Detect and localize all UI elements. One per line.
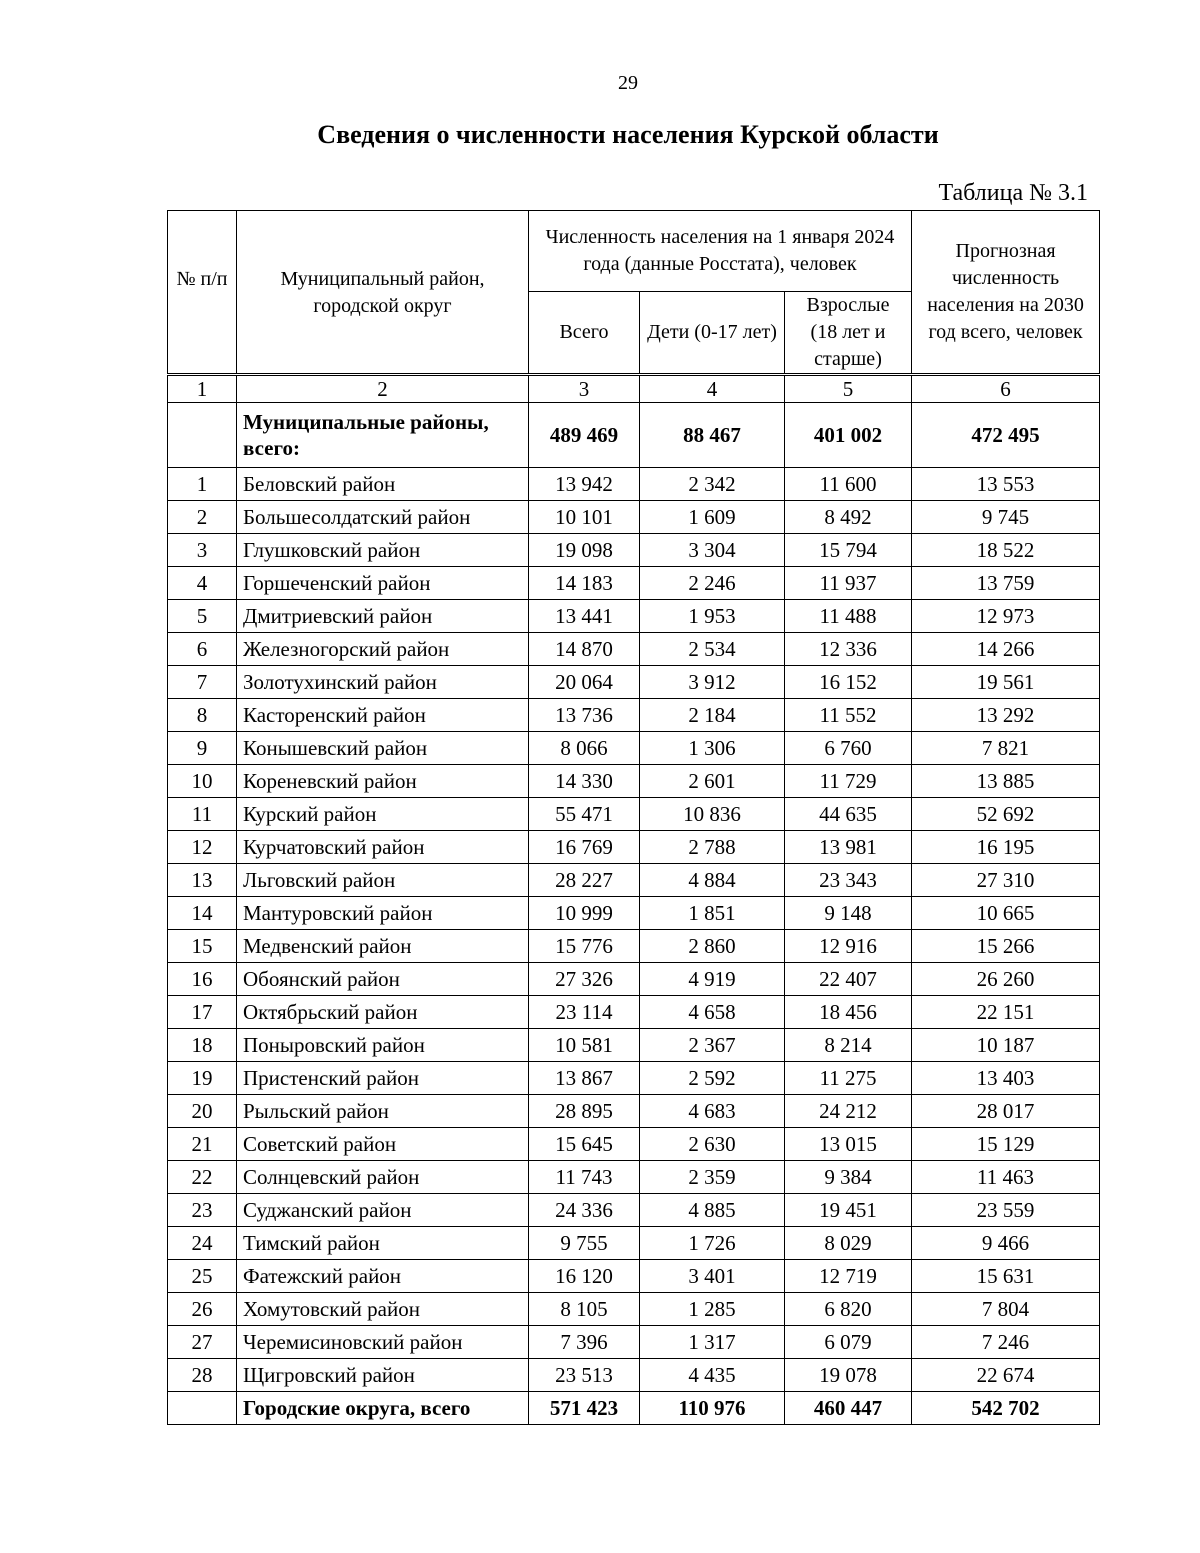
header-district: Муниципальный район, городской округ (237, 211, 529, 375)
population-adults: 11 600 (785, 468, 912, 501)
population-adults: 8 029 (785, 1227, 912, 1260)
population-children: 4 658 (640, 996, 785, 1029)
table-row (168, 468, 1100, 501)
population-children: 2 342 (640, 468, 785, 501)
district-name: Хомутовский район (237, 1293, 529, 1326)
header-adults: Взрослые (18 лет и старше) (785, 292, 912, 375)
population-total: 16 769 (529, 831, 640, 864)
population-total: 16 120 (529, 1260, 640, 1293)
table-row (168, 1260, 1100, 1293)
city-total-adults: 460 447 (785, 1392, 912, 1425)
district-name: Рыльский район (237, 1095, 529, 1128)
header-number: № п/п (168, 211, 237, 375)
population-forecast: 13 759 (912, 567, 1100, 600)
population-children: 3 912 (640, 666, 785, 699)
population-adults: 23 343 (785, 864, 912, 897)
row-number: 21 (168, 1128, 237, 1161)
population-adults: 12 719 (785, 1260, 912, 1293)
table-row (168, 1095, 1100, 1128)
population-forecast: 9 745 (912, 501, 1100, 534)
city-total-forecast: 542 702 (912, 1392, 1100, 1425)
population-children: 2 592 (640, 1062, 785, 1095)
population-forecast: 27 310 (912, 864, 1100, 897)
population-total: 28 895 (529, 1095, 640, 1128)
population-children: 4 919 (640, 963, 785, 996)
population-adults: 9 384 (785, 1161, 912, 1194)
table-row (168, 963, 1100, 996)
table-row (168, 831, 1100, 864)
population-total: 10 581 (529, 1029, 640, 1062)
row-number: 7 (168, 666, 237, 699)
column-numbers-row (168, 375, 1100, 403)
population-forecast: 22 674 (912, 1359, 1100, 1392)
population-children: 4 683 (640, 1095, 785, 1128)
city-total-all: 571 423 (529, 1392, 640, 1425)
row-number: 8 (168, 699, 237, 732)
population-total: 23 513 (529, 1359, 640, 1392)
population-adults: 44 635 (785, 798, 912, 831)
row-number: 6 (168, 633, 237, 666)
district-name: Суджанский район (237, 1194, 529, 1227)
header-children: Дети (0-17 лет) (640, 292, 785, 375)
table-row (168, 567, 1100, 600)
population-total: 11 743 (529, 1161, 640, 1194)
population-total: 14 183 (529, 567, 640, 600)
population-total: 13 942 (529, 468, 640, 501)
row-number: 15 (168, 930, 237, 963)
district-name: Обоянский район (237, 963, 529, 996)
population-total: 10 999 (529, 897, 640, 930)
population-children: 1 609 (640, 501, 785, 534)
row-number: 28 (168, 1359, 237, 1392)
row-number: 12 (168, 831, 237, 864)
population-total: 13 736 (529, 699, 640, 732)
table-row (168, 1194, 1100, 1227)
row-number: 1 (168, 468, 237, 501)
row-number: 19 (168, 1062, 237, 1095)
municipal-total-adults: 401 002 (785, 403, 912, 468)
population-forecast: 13 553 (912, 468, 1100, 501)
population-children: 3 401 (640, 1260, 785, 1293)
population-children: 2 246 (640, 567, 785, 600)
population-forecast: 23 559 (912, 1194, 1100, 1227)
row-number: 25 (168, 1260, 237, 1293)
table-row (168, 765, 1100, 798)
population-forecast: 7 821 (912, 732, 1100, 765)
table-row (168, 930, 1100, 963)
population-children: 1 317 (640, 1326, 785, 1359)
population-forecast: 28 017 (912, 1095, 1100, 1128)
population-total: 55 471 (529, 798, 640, 831)
population-forecast: 11 463 (912, 1161, 1100, 1194)
population-forecast: 14 266 (912, 633, 1100, 666)
row-number: 14 (168, 897, 237, 930)
district-name: Фатежский район (237, 1260, 529, 1293)
population-total: 14 870 (529, 633, 640, 666)
population-children: 2 367 (640, 1029, 785, 1062)
table-row (168, 732, 1100, 765)
district-name: Курчатовский район (237, 831, 529, 864)
municipal-total-label: Муниципальные районы, всего: (237, 403, 529, 468)
table-row (168, 1062, 1100, 1095)
population-forecast: 15 631 (912, 1260, 1100, 1293)
population-total: 13 441 (529, 600, 640, 633)
city-total-label: Городские округа, всего (237, 1392, 529, 1425)
population-total: 28 227 (529, 864, 640, 897)
district-name: Железногорский район (237, 633, 529, 666)
row-number: 26 (168, 1293, 237, 1326)
table-row (168, 1227, 1100, 1260)
population-forecast: 12 973 (912, 600, 1100, 633)
population-adults: 9 148 (785, 897, 912, 930)
row-number: 9 (168, 732, 237, 765)
population-children: 2 788 (640, 831, 785, 864)
row-number: 18 (168, 1029, 237, 1062)
municipal-total-all: 489 469 (529, 403, 640, 468)
population-adults: 11 729 (785, 765, 912, 798)
population-forecast: 26 260 (912, 963, 1100, 996)
document-title: Сведения о численности населения Курской области (317, 120, 939, 149)
row-number: 20 (168, 1095, 237, 1128)
district-name: Большесолдатский район (237, 501, 529, 534)
district-name: Мантуровский район (237, 897, 529, 930)
table-row (168, 1029, 1100, 1062)
column-number: 1 (168, 375, 237, 403)
population-forecast: 52 692 (912, 798, 1100, 831)
population-adults: 19 451 (785, 1194, 912, 1227)
row-number: 4 (168, 567, 237, 600)
district-name: Дмитриевский район (237, 600, 529, 633)
district-name: Горшеченский район (237, 567, 529, 600)
population-total: 13 867 (529, 1062, 640, 1095)
city-total-row (168, 1392, 1100, 1425)
population-adults: 12 916 (785, 930, 912, 963)
population-children: 1 285 (640, 1293, 785, 1326)
district-name: Медвенский район (237, 930, 529, 963)
city-total-children: 110 976 (640, 1392, 785, 1425)
population-adults: 13 015 (785, 1128, 912, 1161)
population-adults: 24 212 (785, 1095, 912, 1128)
table-row (168, 798, 1100, 831)
table-row (168, 534, 1100, 567)
population-adults: 6 079 (785, 1326, 912, 1359)
row-number: 23 (168, 1194, 237, 1227)
row-number (168, 403, 237, 468)
population-forecast: 15 266 (912, 930, 1100, 963)
population-adults: 15 794 (785, 534, 912, 567)
header-total: Всего (529, 292, 640, 375)
population-total: 9 755 (529, 1227, 640, 1260)
column-number: 3 (529, 375, 640, 403)
population-forecast: 13 403 (912, 1062, 1100, 1095)
table-row (168, 996, 1100, 1029)
population-adults: 8 492 (785, 501, 912, 534)
population-adults: 11 488 (785, 600, 912, 633)
population-children: 4 884 (640, 864, 785, 897)
row-number: 10 (168, 765, 237, 798)
district-name: Октябрьский район (237, 996, 529, 1029)
population-children: 2 630 (640, 1128, 785, 1161)
table-caption: Таблица № 3.1 (938, 180, 1088, 206)
population-forecast: 10 187 (912, 1029, 1100, 1062)
population-forecast: 7 246 (912, 1326, 1100, 1359)
row-number: 24 (168, 1227, 237, 1260)
table-body (168, 375, 1100, 1425)
municipal-total-children: 88 467 (640, 403, 785, 468)
population-adults: 22 407 (785, 963, 912, 996)
table-row (168, 699, 1100, 732)
population-forecast: 16 195 (912, 831, 1100, 864)
population-children: 10 836 (640, 798, 785, 831)
population-adults: 12 336 (785, 633, 912, 666)
population-children: 1 726 (640, 1227, 785, 1260)
population-children: 2 184 (640, 699, 785, 732)
population-forecast: 13 885 (912, 765, 1100, 798)
population-forecast: 10 665 (912, 897, 1100, 930)
population-total: 20 064 (529, 666, 640, 699)
table-row (168, 501, 1100, 534)
district-name: Тимский район (237, 1227, 529, 1260)
row-number: 17 (168, 996, 237, 1029)
population-total: 27 326 (529, 963, 640, 996)
population-adults: 11 552 (785, 699, 912, 732)
population-total: 14 330 (529, 765, 640, 798)
header-forecast-2030: Прогнозная численность населения на 2030 год всего, человек (912, 211, 1100, 375)
table-row (168, 1293, 1100, 1326)
district-name: Советский район (237, 1128, 529, 1161)
district-name: Касторенский район (237, 699, 529, 732)
population-forecast: 15 129 (912, 1128, 1100, 1161)
row-number (168, 1392, 237, 1425)
population-children: 1 851 (640, 897, 785, 930)
population-total: 15 645 (529, 1128, 640, 1161)
row-number: 11 (168, 798, 237, 831)
district-name: Поныровский район (237, 1029, 529, 1062)
population-children: 2 860 (640, 930, 785, 963)
table-row (168, 1128, 1100, 1161)
population-adults: 13 981 (785, 831, 912, 864)
population-children: 3 304 (640, 534, 785, 567)
population-children: 1 306 (640, 732, 785, 765)
population-children: 2 534 (640, 633, 785, 666)
population-children: 2 601 (640, 765, 785, 798)
column-number: 5 (785, 375, 912, 403)
district-name: Солнцевский район (237, 1161, 529, 1194)
population-total: 10 101 (529, 501, 640, 534)
table-row (168, 1326, 1100, 1359)
column-number: 2 (237, 375, 529, 403)
row-number: 16 (168, 963, 237, 996)
population-forecast: 7 804 (912, 1293, 1100, 1326)
population-total: 19 098 (529, 534, 640, 567)
column-number: 4 (640, 375, 785, 403)
population-table (167, 210, 1100, 1425)
population-adults: 6 820 (785, 1293, 912, 1326)
row-number: 2 (168, 501, 237, 534)
population-total: 15 776 (529, 930, 640, 963)
table-row (168, 1161, 1100, 1194)
table-row (168, 897, 1100, 930)
population-adults: 8 214 (785, 1029, 912, 1062)
population-forecast: 19 561 (912, 666, 1100, 699)
population-children: 2 359 (640, 1161, 785, 1194)
population-forecast: 9 466 (912, 1227, 1100, 1260)
population-forecast: 13 292 (912, 699, 1100, 732)
row-number: 27 (168, 1326, 237, 1359)
population-forecast: 22 151 (912, 996, 1100, 1029)
table-row (168, 666, 1100, 699)
district-name: Курский район (237, 798, 529, 831)
district-name: Щигровский район (237, 1359, 529, 1392)
table-row (168, 600, 1100, 633)
population-adults: 11 275 (785, 1062, 912, 1095)
population-total: 8 105 (529, 1293, 640, 1326)
district-name: Пристенский район (237, 1062, 529, 1095)
row-number: 5 (168, 600, 237, 633)
population-children: 1 953 (640, 600, 785, 633)
population-total: 7 396 (529, 1326, 640, 1359)
population-adults: 6 760 (785, 732, 912, 765)
district-name: Беловский район (237, 468, 529, 501)
population-adults: 18 456 (785, 996, 912, 1029)
population-total: 24 336 (529, 1194, 640, 1227)
district-name: Золотухинский район (237, 666, 529, 699)
table-row (168, 864, 1100, 897)
population-adults: 16 152 (785, 666, 912, 699)
header-population-2024: Численность населения на 1 января 2024 года (данные Росстата), человек (529, 211, 912, 292)
population-children: 4 435 (640, 1359, 785, 1392)
population-adults: 19 078 (785, 1359, 912, 1392)
municipal-total-row (168, 403, 1100, 468)
population-children: 4 885 (640, 1194, 785, 1227)
page-number: 29 (618, 72, 638, 94)
column-number: 6 (912, 375, 1100, 403)
municipal-total-forecast: 472 495 (912, 403, 1100, 468)
population-total: 23 114 (529, 996, 640, 1029)
district-name: Конышевский район (237, 732, 529, 765)
row-number: 3 (168, 534, 237, 567)
row-number: 22 (168, 1161, 237, 1194)
district-name: Льговский район (237, 864, 529, 897)
row-number: 13 (168, 864, 237, 897)
population-total: 8 066 (529, 732, 640, 765)
table-row (168, 1359, 1100, 1392)
district-name: Черемисиновский район (237, 1326, 529, 1359)
district-name: Кореневский район (237, 765, 529, 798)
table-row (168, 633, 1100, 666)
population-adults: 11 937 (785, 567, 912, 600)
population-forecast: 18 522 (912, 534, 1100, 567)
district-name: Глушковский район (237, 534, 529, 567)
